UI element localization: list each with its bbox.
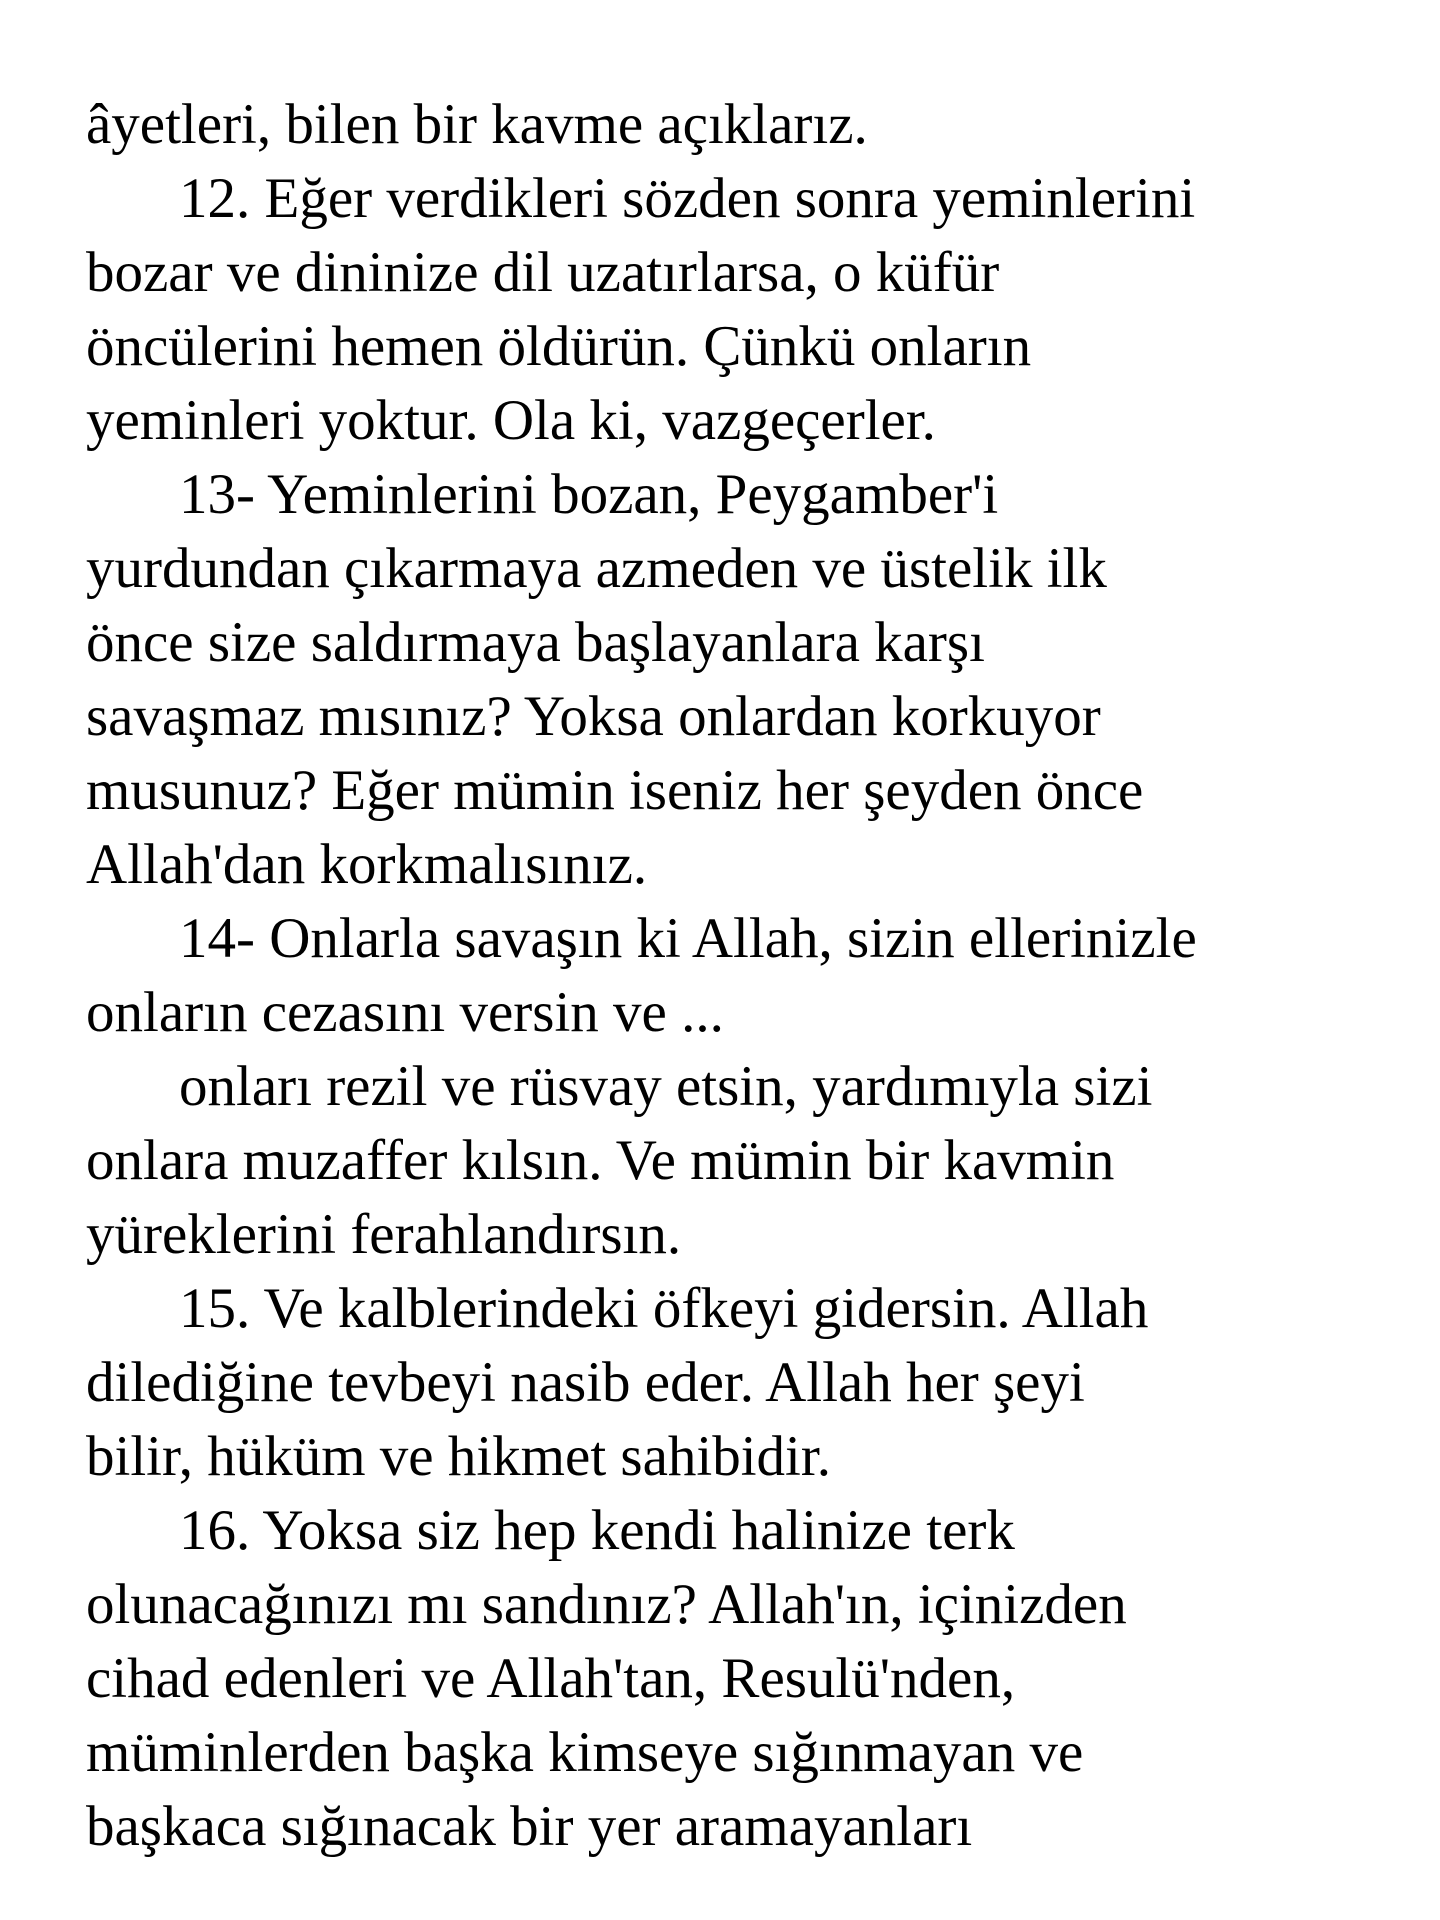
text-line: 15. Ve kalblerindeki öfkeyi gidersin. Allah [179, 1277, 1149, 1340]
text-line: onları rezil ve rüsvay etsin, yardımıyla sizi [179, 1055, 1153, 1118]
text-line: başkaca sığınacak bir yer aramayanları [86, 1795, 973, 1858]
text-line: musunuz? Eğer mümin iseniz her şeyden önce [86, 759, 1144, 822]
text-line: yüreklerini ferahlandırsın. [86, 1203, 682, 1266]
text-line: bozar ve dininize dil uzatırlarsa, o küfür [86, 241, 1000, 304]
text-line: önce size saldırmaya başlayanlara karşı [86, 611, 985, 674]
text-line: 13- Yeminlerini bozan, Peygamber'i [179, 463, 999, 526]
text-line: yurdundan çıkarmaya azmeden ve üstelik ilk [86, 537, 1107, 600]
text-line: onların cezasını versin ve ... [86, 981, 724, 1044]
text-line: öncülerini hemen öldürün. Çünkü onların [86, 315, 1032, 378]
text-line: onlara muzaffer kılsın. Ve mümin bir kavmin [86, 1129, 1115, 1192]
text-line: cihad edenleri ve Allah'tan, Resulü'nden, [86, 1647, 1016, 1710]
text-line: 14- Onlarla savaşın ki Allah, sizin ellerinizle [179, 907, 1197, 970]
text-line: dilediğine tevbeyi nasib eder. Allah her şeyi [86, 1351, 1085, 1414]
text-line: 16. Yoksa siz hep kendi halinize terk [179, 1499, 1015, 1562]
text-line: yeminleri yoktur. Ola ki, vazgeçerler. [86, 389, 936, 452]
text-line: müminlerden başka kimseye sığınmayan ve [86, 1721, 1084, 1784]
text-line: 12. Eğer verdikleri sözden sonra yeminlerini [179, 167, 1196, 230]
text-line: savaşmaz mısınız? Yoksa onlardan korkuyor [86, 685, 1101, 748]
text-line: âyetleri, bilen bir kavme açıklarız. [86, 93, 868, 156]
text-line: bilir, hüküm ve hikmet sahibidir. [86, 1425, 831, 1488]
text-line: Allah'dan korkmalısınız. [86, 833, 648, 896]
text-block [86, 88, 1416, 1864]
text-line: olunacağınızı mı sandınız? Allah'ın, içinizden [86, 1573, 1127, 1636]
